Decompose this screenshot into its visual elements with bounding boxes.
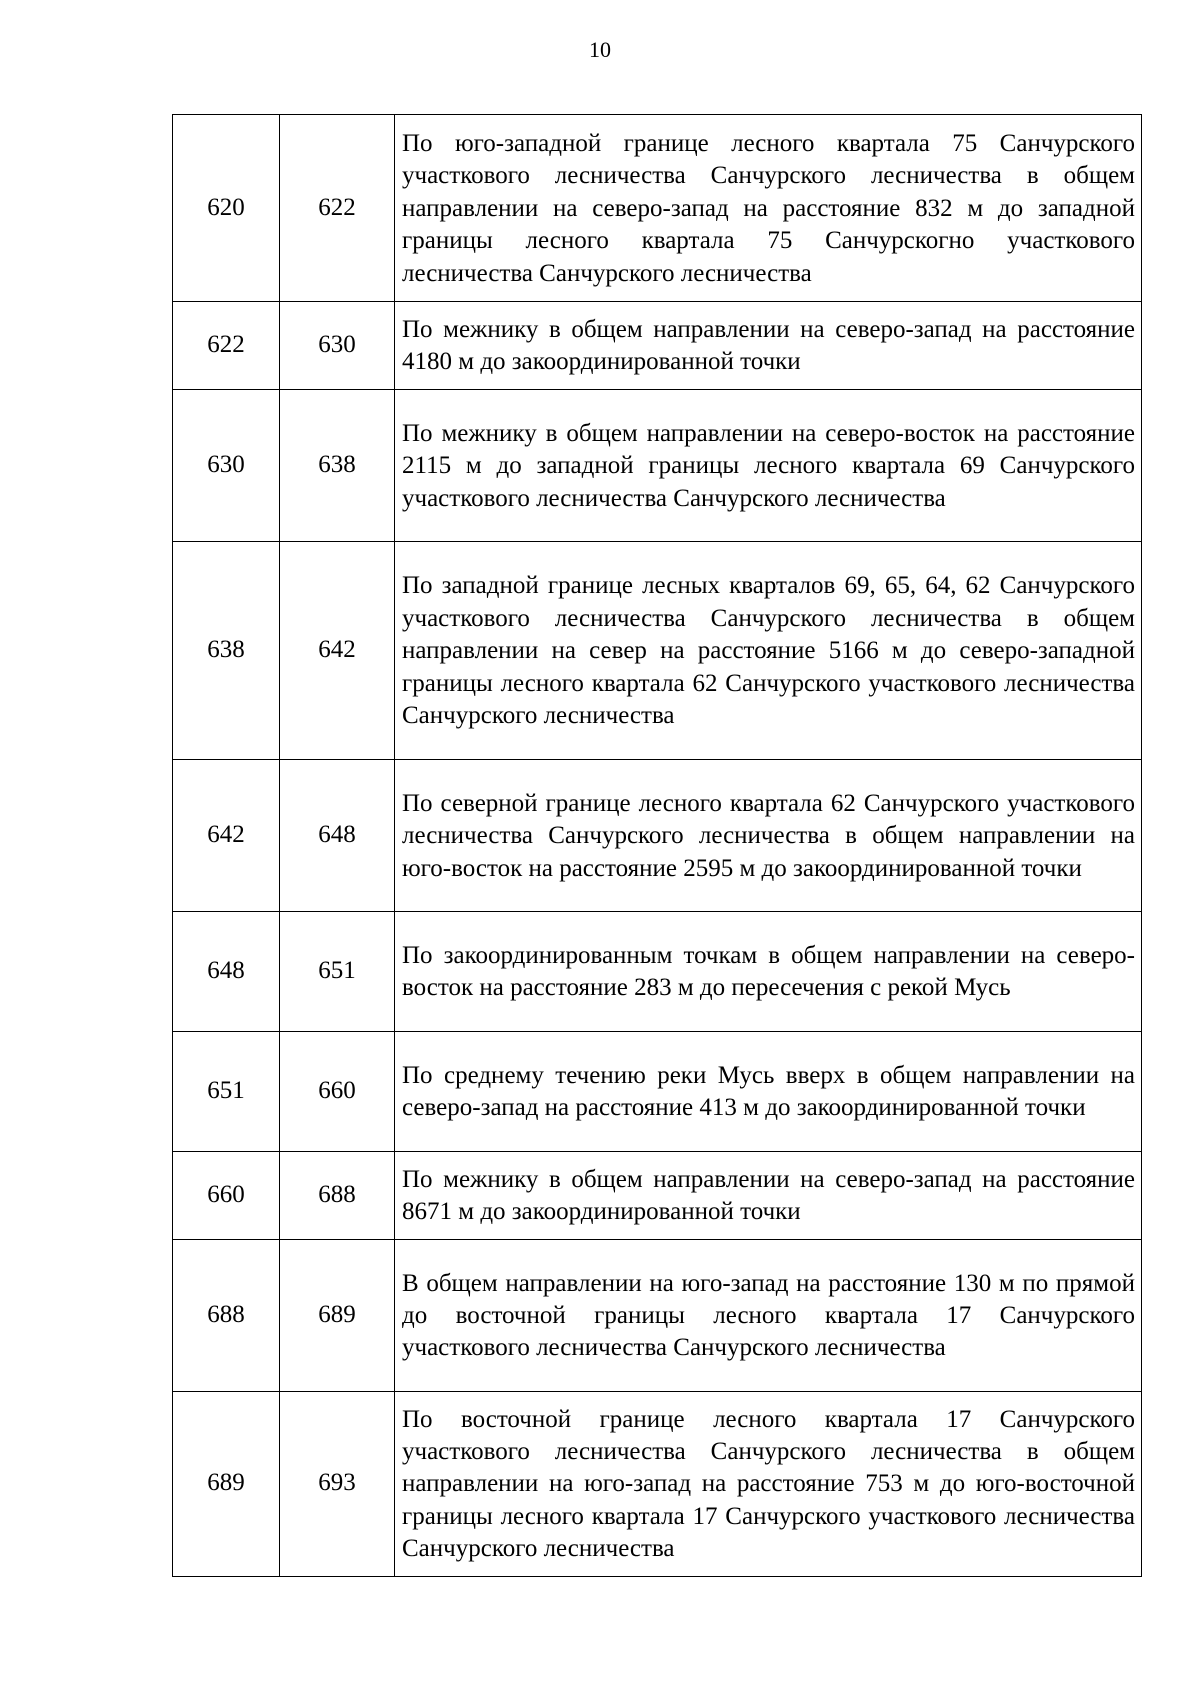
to-point-cell: 693 (280, 1391, 395, 1576)
table-row (173, 1031, 1142, 1151)
from-point-cell: 620 (173, 115, 280, 302)
table-row (173, 1239, 1142, 1391)
description-cell: По межнику в общем направлении на северо-восток на расстояние 2115 м до западной границы лесного квартала 69 Санчурского участкового лесничества Санчурского лесничества (395, 389, 1142, 541)
description-cell: По юго-западной границе лесного квартала 75 Санчурского участкового лесничества Санчурского лесничества в общем направлении на северо-запад на расстояние 832 м до западной границы лесного квартала 75 Санчурскогно участкового лесничества Санчурского лесничества (395, 115, 1142, 302)
description-cell: По восточной границе лесного квартала 17 Санчурского участкового лесничества Санчурского лесничества в общем направлении на юго-запад на расстояние 753 м до юго-восточной границы лесного квартала 17 Санчурского участкового лесничества Санчурского лесничества (395, 1391, 1142, 1576)
from-point-cell: 642 (173, 759, 280, 911)
to-point-cell: 622 (280, 115, 395, 302)
table-row (173, 302, 1142, 390)
from-point-cell: 688 (173, 1239, 280, 1391)
description-cell: В общем направлении на юго-запад на расстояние 130 м по прямой до восточной границы лесного квартала 17 Санчурского участкового лесничества Санчурского лесничества (395, 1239, 1142, 1391)
from-point-cell: 648 (173, 911, 280, 1031)
from-point-cell: 622 (173, 302, 280, 390)
to-point-cell: 630 (280, 302, 395, 390)
page-number: 10 (589, 37, 611, 62)
table-row (173, 1391, 1142, 1576)
from-point-cell: 638 (173, 541, 280, 759)
description-cell: По межнику в общем направлении на северо-запад на расстояние 8671 м до закоординированной точки (395, 1151, 1142, 1239)
description-cell: По западной границе лесных кварталов 69, 65, 64, 62 Санчурского участкового лесничества Санчурского лесничества в общем направлении на север на расстояние 5166 м до северо-западной границы лесного квартала 62 Санчурского участкового лесничества Санчурского лесничества (395, 541, 1142, 759)
to-point-cell: 648 (280, 759, 395, 911)
to-point-cell: 638 (280, 389, 395, 541)
from-point-cell: 651 (173, 1031, 280, 1151)
table-row (173, 911, 1142, 1031)
to-point-cell: 688 (280, 1151, 395, 1239)
to-point-cell: 651 (280, 911, 395, 1031)
boundary-table (172, 114, 1142, 1577)
description-cell: По межнику в общем направлении на северо-запад на расстояние 4180 м до закоординированной точки (395, 302, 1142, 390)
table-row (173, 115, 1142, 302)
from-point-cell: 660 (173, 1151, 280, 1239)
table-row (173, 389, 1142, 541)
to-point-cell: 642 (280, 541, 395, 759)
table-row (173, 759, 1142, 911)
from-point-cell: 630 (173, 389, 280, 541)
description-cell: По северной границе лесного квартала 62 Санчурского участкового лесничества Санчурского лесничества в общем направлении на юго-восток на расстояние 2595 м до закоординированной точки (395, 759, 1142, 911)
description-cell: По среднему течению реки Мусь вверх в общем направлении на северо-запад на расстояние 413 м до закоординированной точки (395, 1031, 1142, 1151)
from-point-cell: 689 (173, 1391, 280, 1576)
to-point-cell: 660 (280, 1031, 395, 1151)
to-point-cell: 689 (280, 1239, 395, 1391)
description-cell: По закоординированным точкам в общем направлении на северо-восток на расстояние 283 м до пересечения с рекой Мусь (395, 911, 1142, 1031)
table-row (173, 541, 1142, 759)
table-row (173, 1151, 1142, 1239)
